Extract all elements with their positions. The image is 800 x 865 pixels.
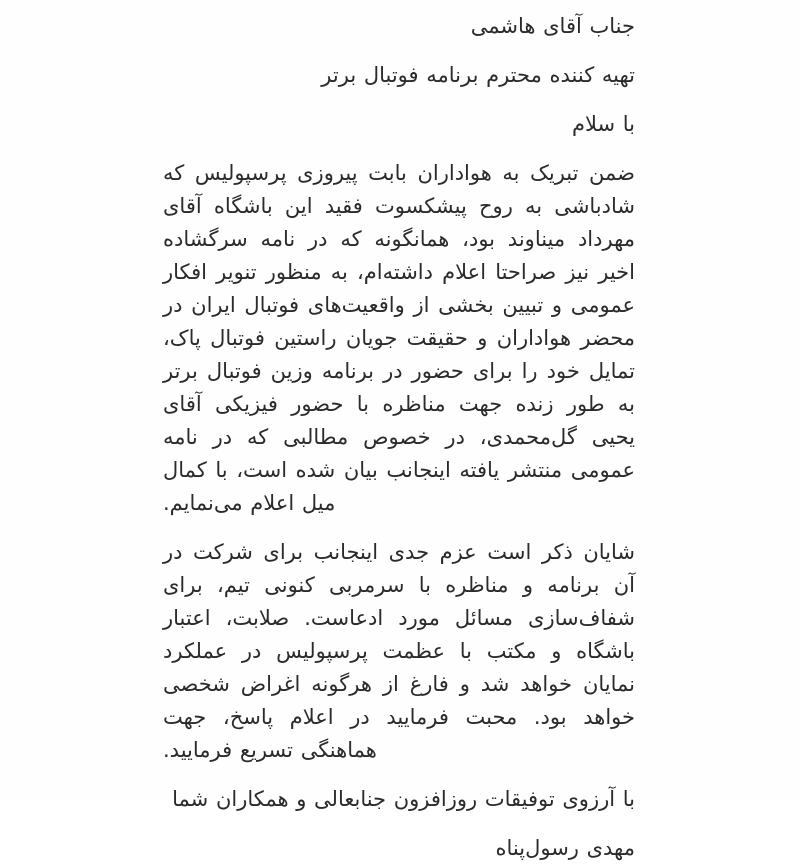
letter-paragraph-2: شایان ذکر است عزم جدی اینجانب برای شرکت در آن برنامه و مناظره با سرمربی کنونی تیم، برای شفاف‌سازی مسائل مورد ادعاست. صلابت، اعتبار باشگاه و مکتب با عظمت پرسپولیس در عملکرد نمایان خواهد شد و فارغ از هرگونه اغراض شخصی خواهد بود. محبت فرمایید در اعلام پاسخ، جهت هماهنگی تسریع فرمایید. [163, 540, 635, 762]
recipient-role-line: تهیه کننده محترم برنامه فوتبال برتر [321, 63, 635, 87]
recipient-name-line: جناب آقای هاشمی [470, 14, 635, 38]
greeting-line: با سلام [571, 112, 635, 136]
letter-paragraph-1: ضمن تبریک به هواداران بابت پیروزی پرسپولیس که شادباشی به روح پیشکسوت فقید این باشگاه آقای مهرداد میناوند بود، همانگونه که در نامه سرگشاده اخیر نیز صراحتا اعلام داشته‌ام، به منظور تنویر افکار عمومی و تبیین بخشی از واقعیت‌های فوتبال ایران در محضر هواداران و حقیقت جویان راستین فوتبال پاک، تمایل خود را برای حضور در برنامه وزین فوتبال برتر به طور زنده جهت مناظره با حضور فیزیکی آقای یحیی گل‌محمدی، در خصوص مطالبی که در نامه عمومی منتشر یافته اینجانب بیان شده است، با کمال میل اعلام می‌نمایم. [163, 161, 635, 515]
signature-name: مهدی رسول‌پناه [495, 836, 635, 860]
closing-wishes-line: با آرزوی توفیقات روزافزون جنابعالی و همکاران شما [172, 787, 635, 811]
